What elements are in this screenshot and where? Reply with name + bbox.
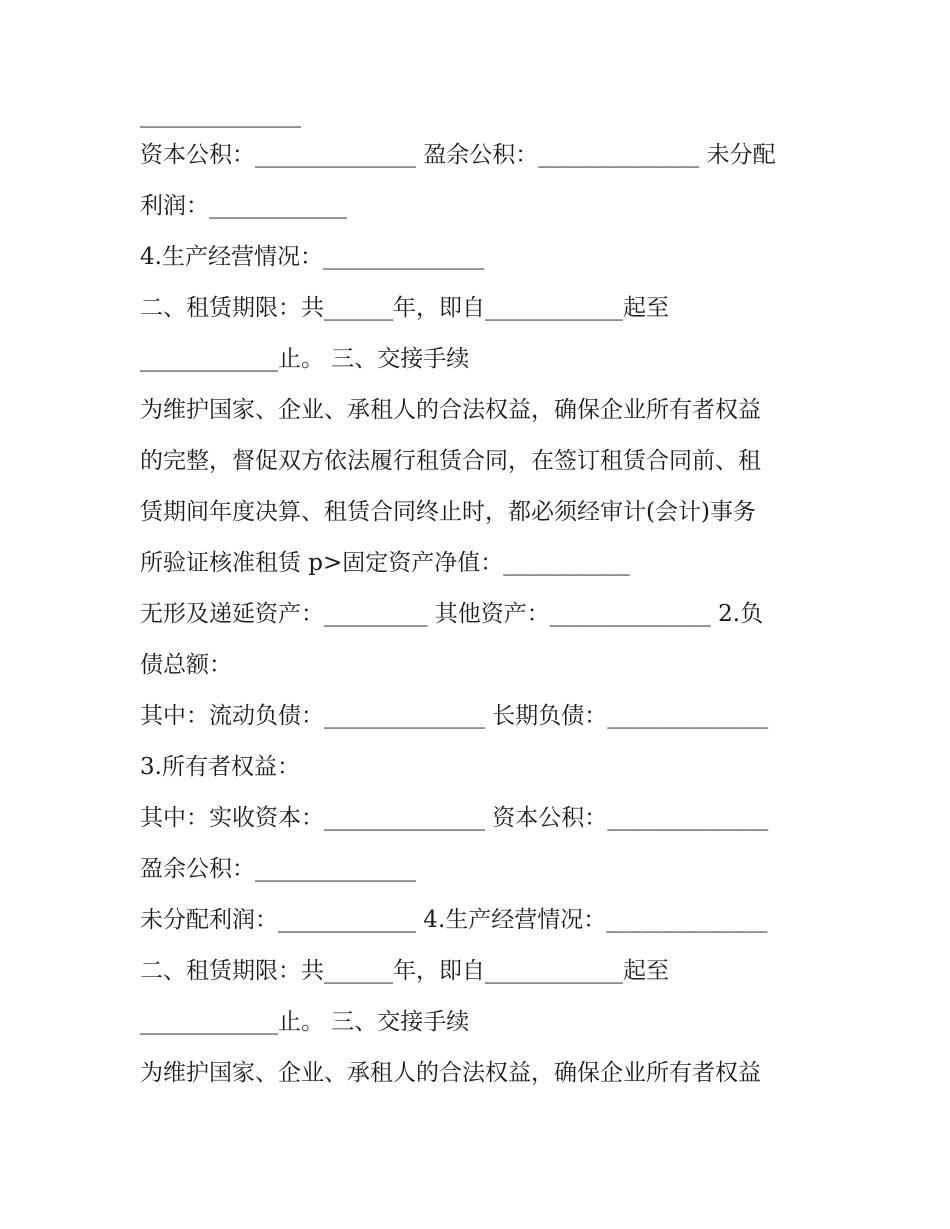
text-line: 的完整，督促双方依法履行租赁合同，在签订租赁合同前、租 bbox=[140, 448, 761, 474]
text-line: 为维护国家、企业、承租人的合法权益，确保企业所有者权益 bbox=[140, 1060, 761, 1086]
text-line: 资本公积：______________ 盈余公积：______________ 未分配 bbox=[140, 142, 776, 168]
text-line: 盈余公积：______________ bbox=[140, 856, 416, 882]
text-line: ____________止。 三、交接手续 bbox=[140, 346, 470, 372]
text-line: 4.生产经营情况：______________ bbox=[140, 244, 484, 270]
text-line: ______________ bbox=[140, 102, 301, 128]
text-line: 债总额： bbox=[140, 652, 232, 678]
text-line: 二、租赁期限：共______年，即自____________起至 bbox=[140, 295, 669, 321]
text-line: 所验证核准租赁 p>固定资产净值：___________ bbox=[140, 550, 630, 576]
text-line: 无形及递延资产：_________ 其他资产：______________ 2.负 bbox=[140, 601, 764, 627]
text-line: 未分配利润：____________ 4.生产经营情况：______________ bbox=[140, 907, 768, 933]
document-page bbox=[140, 100, 820, 1099]
text-line: 3.所有者权益： bbox=[140, 754, 300, 780]
text-line: 利润：____________ bbox=[140, 193, 347, 219]
text-line: 赁期间年度决算、租赁合同终止时，都必须经审计(会计)事务 bbox=[140, 499, 756, 525]
text-line: 为维护国家、企业、承租人的合法权益，确保企业所有者权益 bbox=[140, 397, 761, 423]
text-line: 二、租赁期限：共______年，即自____________起至 bbox=[140, 958, 669, 984]
text-line: 其中：实收资本：______________ 资本公积：______________ bbox=[140, 805, 769, 831]
text-line: 其中：流动负债：______________ 长期负债：______________ bbox=[140, 703, 769, 729]
text-line: ____________止。 三、交接手续 bbox=[140, 1009, 470, 1035]
